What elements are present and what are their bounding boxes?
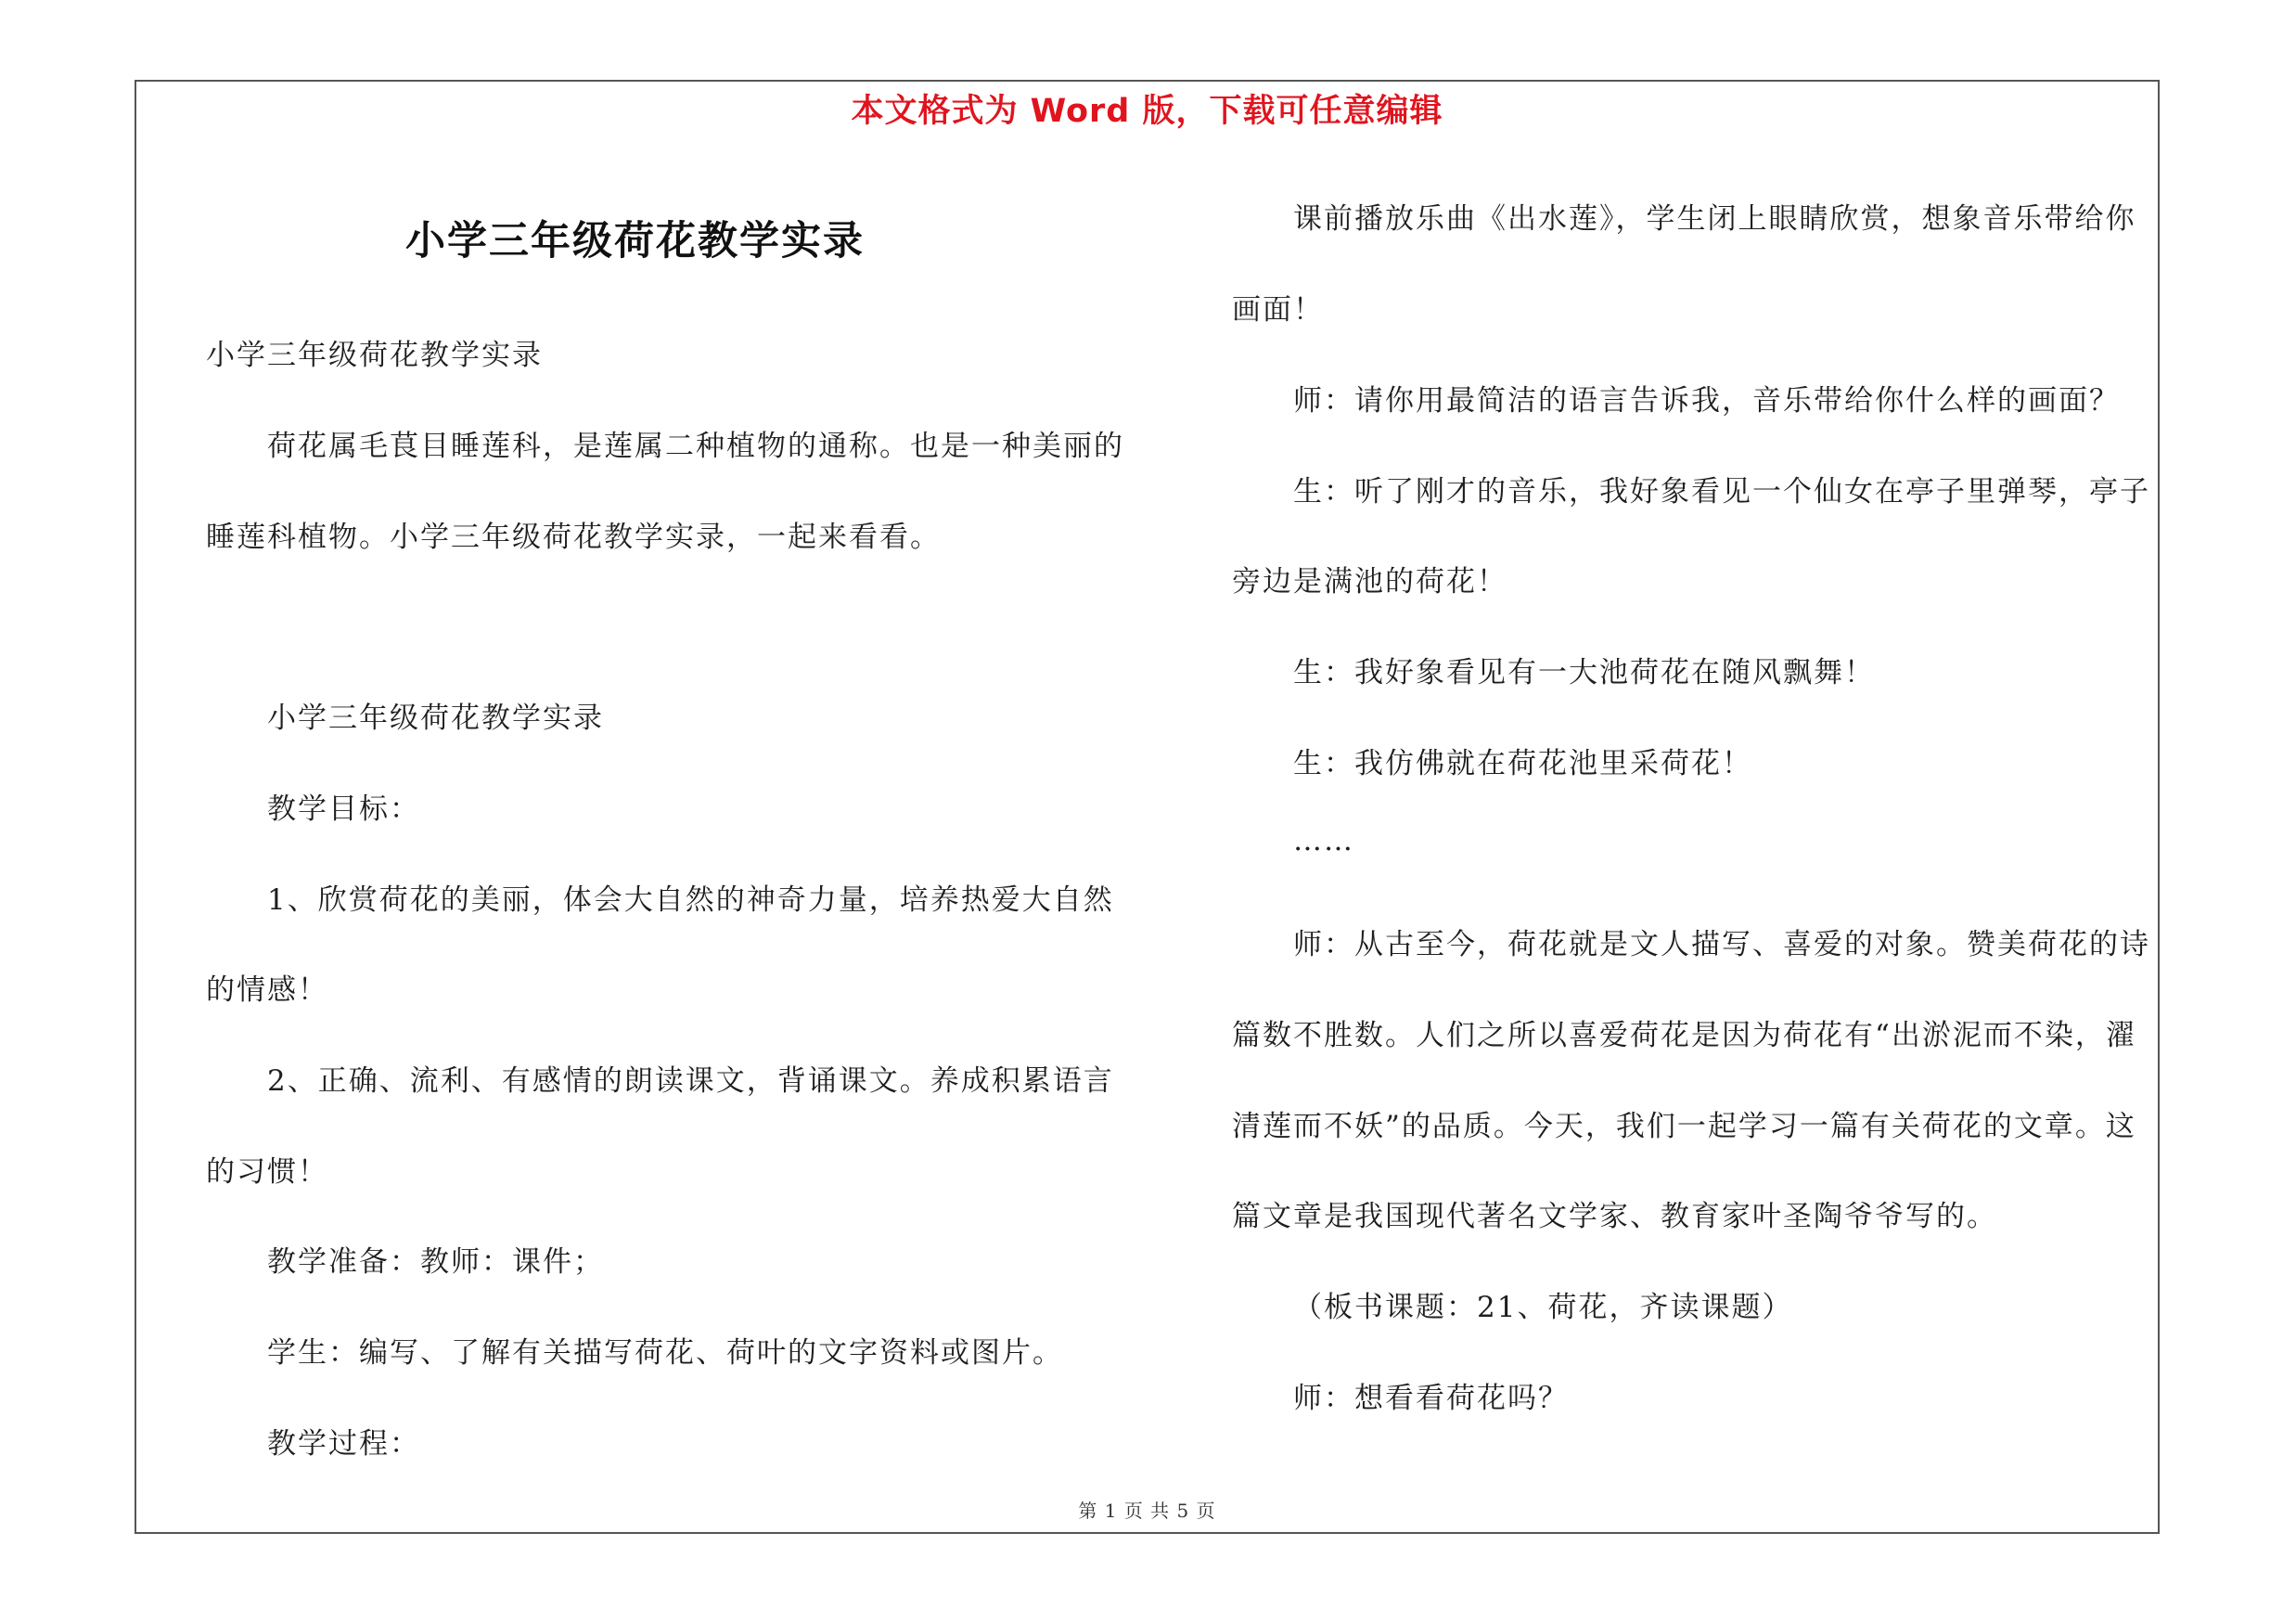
left-paragraph-line: 小学三年级荷花教学实录 <box>267 702 604 735</box>
left-paragraph-line: 1、欣赏荷花的美丽，体会大自然的神奇力量，培养热爱大自然 <box>267 883 1114 917</box>
left-paragraph-line: 2、正确、流利、有感情的朗读课文，背诵课文。养成积累语言 <box>267 1064 1114 1098</box>
right-paragraph-line: 画面！ <box>1232 293 1324 327</box>
right-paragraph-line: 师：想看看荷花吗？ <box>1293 1382 1569 1415</box>
left-paragraph-line: 荷花属毛茛目睡莲科，是莲属二种植物的通称。也是一种美丽的 <box>267 430 1124 463</box>
left-paragraph-line: 的习惯！ <box>206 1155 328 1189</box>
right-paragraph-line: 清莲而不妖”的品质。今天，我们一起学习一篇有关荷花的文章。这 <box>1232 1110 2136 1143</box>
right-paragraph-line: （板书课题：21、荷花，齐读课题） <box>1293 1291 1793 1324</box>
left-paragraph-line: 教学过程： <box>267 1427 420 1461</box>
right-paragraph-line: 篇数不胜数。人们之所以喜爱荷花是因为荷花有“出淤泥而不染，濯 <box>1232 1019 2136 1052</box>
right-paragraph-line: 篇文章是我国现代著名文学家、教育家叶圣陶爷爷写的。 <box>1232 1200 1997 1233</box>
left-paragraph-line: 的情感！ <box>206 973 328 1007</box>
right-paragraph-line: 课前播放乐曲《出水莲》，学生闭上眼睛欣赏，想象音乐带给你 <box>1293 202 2136 236</box>
left-paragraph-line: 小学三年级荷花教学实录 <box>206 339 543 372</box>
left-paragraph-line: 教学目标： <box>267 792 420 826</box>
page-frame <box>135 80 2160 1534</box>
right-paragraph-line: 生：我好象看见有一大池荷花在随风飘舞！ <box>1293 656 1875 689</box>
left-paragraph-line: 学生：编写、了解有关描写荷花、荷叶的文字资料或图片。 <box>267 1336 1063 1370</box>
left-paragraph-line: 教学准备：教师：课件； <box>267 1245 604 1279</box>
right-paragraph-line: 生：听了刚才的音乐，我好象看见一个仙女在亭子里弹琴，亭子 <box>1293 475 2150 509</box>
right-paragraph-line: 师：请你用最简洁的语言告诉我，音乐带给你什么样的画面？ <box>1293 384 2120 418</box>
left-paragraph-line: 睡莲科植物。小学三年级荷花教学实录，一起来看看。 <box>206 521 941 554</box>
document-title: 小学三年级荷花教学实录 <box>405 218 865 264</box>
page-number-footer: 第 1 页 共 5 页 <box>1078 1500 1216 1522</box>
right-paragraph-line: …… <box>1293 824 1354 857</box>
word-format-banner: 本文格式为 Word 版，下载可任意编辑 <box>851 93 1443 130</box>
right-paragraph-line: 旁边是满池的荷花！ <box>1232 565 1507 599</box>
right-paragraph-line: 生：我仿佛就在荷花池里采荷花！ <box>1293 747 1752 780</box>
right-paragraph-line: 师：从古至今，荷花就是文人描写、喜爱的对象。赞美荷花的诗 <box>1293 928 2150 961</box>
